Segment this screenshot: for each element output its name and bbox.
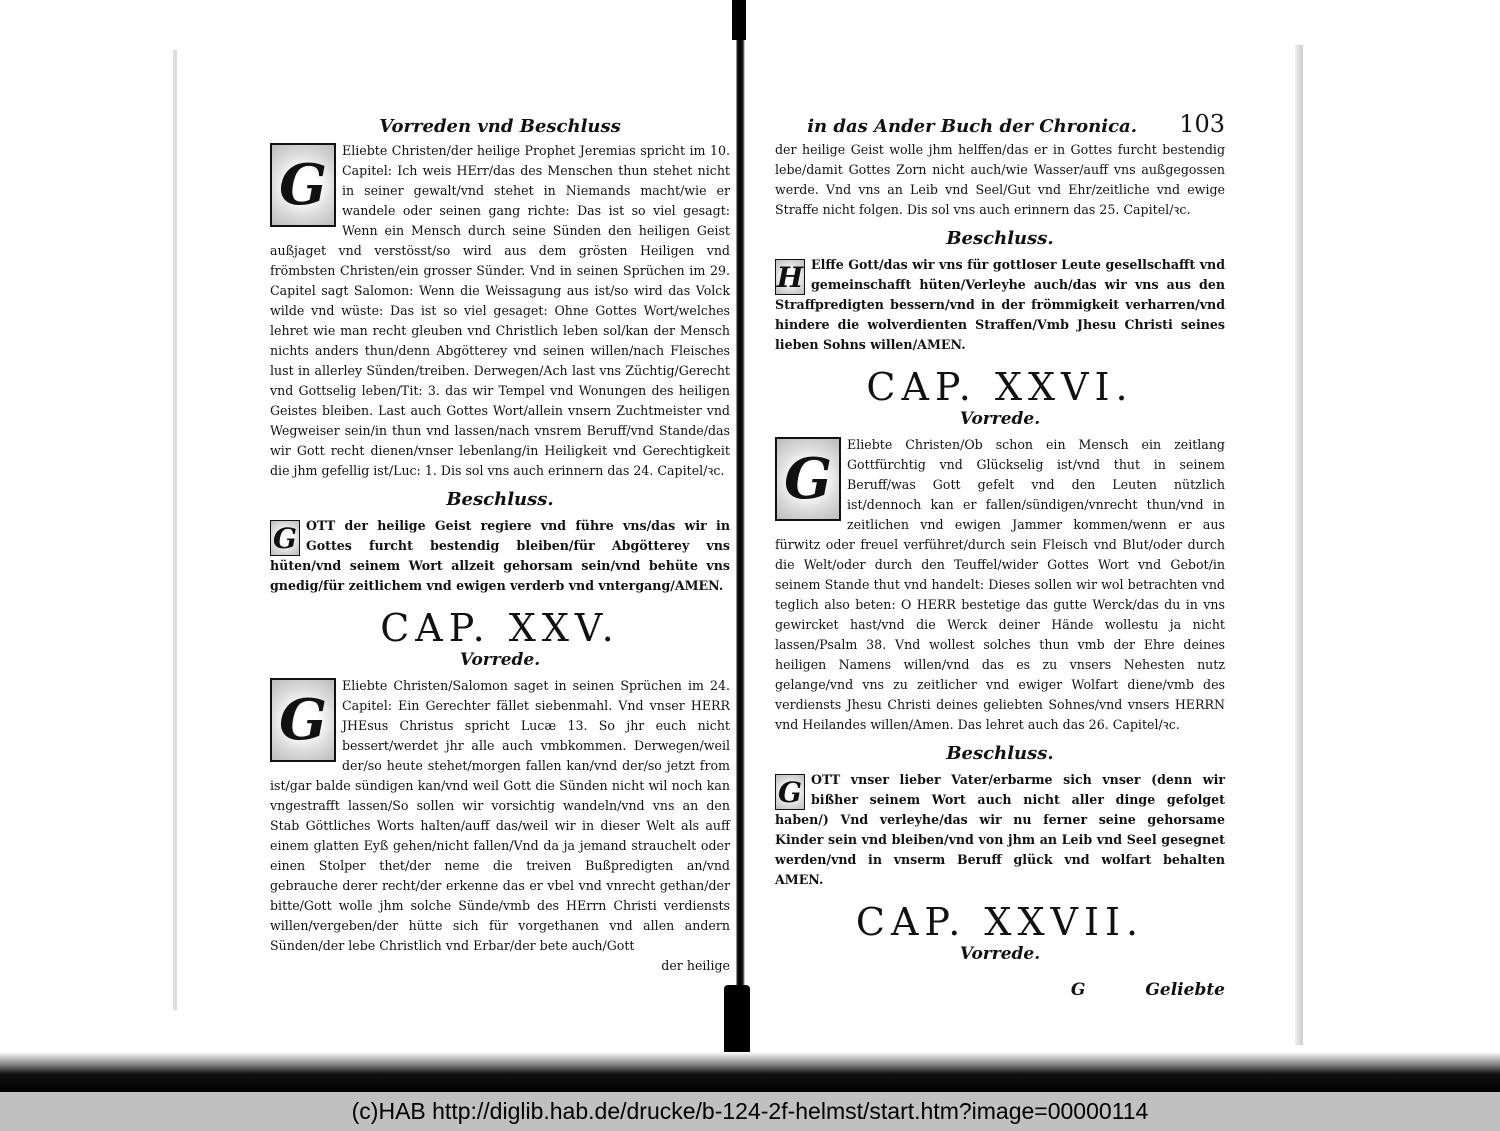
beschluss-heading: Beschluss.	[946, 228, 1054, 249]
scan-bottom-edge	[0, 1052, 1500, 1092]
page-number: 103	[1179, 110, 1225, 138]
right-page	[775, 110, 1225, 1000]
chapter-title: CAP. XXVII.	[855, 900, 1145, 944]
running-head-left: Vorreden vnd Beschluss	[379, 116, 621, 137]
continuation-text: der heilige Geist wolle jhm helffen/das er in Gottes furcht bestendig lebe/damit Gottes Zorn nicht auch/wie Wasser/auff vns außgegossen werde. Vnd vns an Leib vnd Seel/Gut vnd Ehr/zeitliche vnd ewige Straffe nicht folgen. Dis sol vns auch erinnern das 25. Capitel/ꝛc.	[775, 142, 1225, 217]
right-page-edge	[1295, 45, 1303, 1045]
preface-block	[270, 141, 730, 481]
beschluss-block	[775, 770, 1225, 890]
spine-top-shadow	[732, 0, 746, 40]
beschluss-initial: G	[775, 774, 805, 810]
beschluss-heading: Beschluss.	[446, 489, 554, 510]
beschluss-heading: Beschluss.	[946, 743, 1054, 764]
credit-footer	[0, 1092, 1500, 1131]
spine-bottom-shadow	[724, 985, 750, 1055]
chapter-title: CAP. XXVI.	[866, 365, 1134, 409]
beschluss-text: OTT der heilige Geist regiere vnd führe vns/das wir in Gottes furcht bestendig bleiben/für Abgötterey vns hüten/vnd seinem Wort allzeit gehorsam sein/vnd behüte vns gnedig/für zeitlichem vnd ewigen verderb vnd vntergang/AMEN.	[270, 518, 730, 593]
beschluss-initial: H	[776, 260, 804, 294]
chapter-preface-text: Eliebte Christen/Salomon saget in seinen Sprüchen im 24. Capitel: Ein Gerechter fället siebenmahl. Vnd vnser HERR JHEsus Christus spricht Lucæ 13. So jhr euch nicht bessert/werdet jhr alle auch vmbkommen. Derwegen/weil der/so heute stehet/morgen fallen kan/vnd der/so jetzt from ist/gar balde sündigen kan/vnd weil Gott die Sünden nicht wil noch kan vngestrafft lassen/So sollen wir vorsichtig wandeln/vnd vns an den Stab Göttliches Worts halten/auff das/weil wir in dieser Welt als auff einem glatten Eyß gehen/nicht fallen/Vnd da ja jemand strauchelt oder einen Stolper thet/der neme die treiven Bußpredigten an/vnd gebrauche derer recht/der erkenne das er vbel vnd vnrecht gethan/der bitte/Gott wolle jhm solche Sünde/vmb des HErrn Christi verdiensts willen/vergeben/der hütte sich für vorgethanen vnd allen andern Sünden/der lebe Christlich vnd Erbar/der bete auch/Gott	[270, 678, 730, 953]
left-page	[270, 110, 730, 973]
chapter-preface-block	[270, 676, 730, 956]
catchword-row	[775, 980, 1225, 1000]
catchword: der heilige	[661, 958, 730, 973]
vorrede-heading: Vorrede.	[959, 409, 1041, 429]
vorrede-heading: Vorrede.	[959, 944, 1041, 964]
decorated-initial: G	[270, 678, 336, 762]
beschluss-block	[270, 516, 730, 596]
left-page-edge	[173, 50, 177, 1010]
decorated-initial: G	[775, 437, 841, 521]
chapter-preface-text: Eliebte Christen/Ob schon ein Mensch ein zeitlang Gottfürchtig vnd Glückselig ist/vnd thut in seinem Beruff/was Gott gefelt vnd den Leuten nützlich ist/dennoch kan er fallen/sündigen/vnrecht thun/vnd in zeitlichen vnd ewigen Jammer kommen/wenn er aus fürwitz oder freuel verführet/durch sein Fleisch vnd Blut/oder durch die Welt/oder durch den Teuffel/wider Gottes Wort vnd Gebot/in seinem Stande thut vnd handelt: Dieses sollen wir wol betrachten vnd teglich also beten: O HERR bestetige das gutte Werck/das du in vns gewircket hast/vnd die Werck deiner Hände wollestu ja nicht lassen/Psalm 38. Vnd wollest solches thun vmb der Ehre deines heiligen Namens willen/vnd das es zu vnsers Nehesten nutz gelange/vnd vns zu zeitlicher vnd ewiger Wolfart diene/vmb des verdiensts Jhesu Christi deines geliebten Sohnes/vnd vnsers HERRN vnd Heilandes willen/Amen. Das lehret auch das 26. Capitel/ꝛc.	[775, 437, 1225, 732]
beschluss-block	[775, 255, 1225, 355]
catchword: Geliebte	[1145, 980, 1225, 1000]
chapter-preface-block	[775, 435, 1225, 735]
chapter-title: CAP. XXV.	[380, 606, 620, 650]
beschluss-initial: G	[270, 520, 300, 556]
running-head-right: in das Ander Buch der Chronica.	[807, 116, 1137, 137]
decorated-initial: G	[270, 143, 336, 227]
book-spine	[728, 0, 752, 1060]
signature-mark: G	[1070, 980, 1086, 1000]
credit-text: (c)HAB http://diglib.hab.de/drucke/b-124-2f-helmst/start.htm?image=00000114	[351, 1098, 1149, 1124]
vorrede-heading: Vorrede.	[459, 650, 541, 670]
right-page-header	[775, 110, 1225, 138]
beschluss-text: Elffe Gott/das wir vns für gottloser Leute gesellschafft vnd gemeinschafft hüten/Verleyhe auch/das wir vns aus den Straffpredigten bessern/vnd in der frömmigkeit verharren/vnd hindere die wolverdienten Straffen/Vmb Jhesu Christi seines lieben Sohns willen/AMEN.	[775, 257, 1225, 352]
preface-text: Eliebte Christen/der heilige Prophet Jeremias spricht im 10. Capitel: Ich weis HErr/das des Menschen thun stehet nicht in seiner gewalt/vnd stehet in Niemands macht/wie er wandele oder seinen gang richte: Das ist so viel gesagt: Wenn ein Mensch durch seine Sünden den heiligen Geist außjaget vnd verstösst/so wird aus dem grösten Heiligen vnd frömbsten Christen/ein grosser Sünder. Vnd in seinen Sprüchen im 29. Capitel sagt Salomon: Wenn die Weissagung aus ist/so wird das Volck wilde vnd wüste: Das ist so viel gesaget: Ohne Gottes Wort/welches lehret wie man recht gleuben vnd Christlich leben sol/kan der Mensch nichts anders thun/denn Abgötterey vnd seinen willen/nach Fleisches lust in allerley Sünden/treiben. Derwegen/Ach last vns Züchtig/Gerecht vnd Gottselig leben/Tit: 3. das wir Tempel vnd Wonungen des heiligen Geistes bleiben. Last auch Gottes Wort/allein vnsern Zuchtmeister vnd Wegweiser sein/in thun vnd lassen/nach vnsrem Beruff/vnd Stande/das wir Gott recht dienen/vnser lebenlang/in Heiligkeit vnd Gerechtigkeit die jhm gefellig ist/Luc: 1. Dis sol vns auch erinnern das 24. Capitel/ꝛc.	[270, 143, 730, 478]
beschluss-text: OTT vnser lieber Vater/erbarme sich vnser (denn wir bißher seinem Wort auch nicht aller dinge gefolget haben/) Vnd verleyhe/das wir nu ferner seine gehorsame Kinder sein vnd bleiben/vnd von jhm an Leib vnd Seel gesegnet werden/vnd in vnserm Beruff glück vnd wolfart behalten AMEN.	[775, 772, 1225, 887]
